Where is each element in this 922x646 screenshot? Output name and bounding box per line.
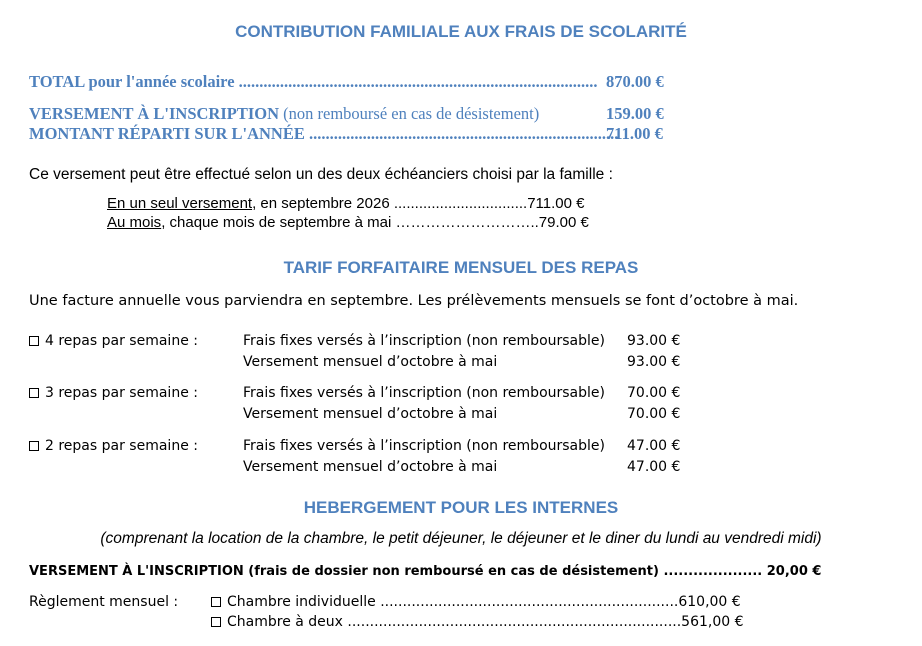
fixed-label: Frais fixes versés à l’inscription (non remboursable) (243, 333, 605, 349)
checkbox-icon[interactable] (29, 388, 39, 398)
monthly-amount: 70.00 € (627, 406, 681, 422)
monthly-amount: 93.00 € (627, 354, 681, 370)
checkbox-icon[interactable] (211, 617, 221, 627)
fixed-amount: 47.00 € (627, 438, 681, 454)
hebergement-subtitle: (comprenant la location de la chambre, le petit déjeuner, le déjeuner et le diner du lundi au vendredi midi) (100, 530, 822, 547)
room2-text: Chambre à deux ...........................................................................561,00 € (227, 614, 744, 630)
fixed-label: Frais fixes versés à l’inscription (non remboursable) (243, 385, 605, 401)
montant-line: MONTANT RÉPARTI SUR L'ANNÉE ........................................................................... (29, 124, 619, 143)
total-amount: 870.00 € (606, 72, 664, 91)
total-line: TOTAL pour l'année scolaire ....................................................................................... (29, 72, 598, 91)
repas-option-4 (29, 333, 198, 349)
monthly-amount: 47.00 € (627, 459, 681, 475)
hebergement-title: HEBERGEMENT POUR LES INTERNES (303, 498, 619, 517)
room1-text: Chambre individuelle ...................................................................610,00 € (227, 594, 741, 610)
fixed-amount: 93.00 € (627, 333, 681, 349)
echeancier-intro: Ce versement peut être effectué selon un des deux échéanciers choisi par la famille : (29, 166, 613, 183)
monthly-label: Versement mensuel d’octobre à mai (243, 354, 498, 370)
option-single-payment (107, 195, 584, 212)
reglement-label: Règlement mensuel : (29, 594, 179, 610)
monthly-label: Versement mensuel d’octobre à mai (243, 406, 498, 422)
contribution-title: CONTRIBUTION FAMILIALE AUX FRAIS DE SCOLARITÉ (235, 22, 687, 41)
option1-rest: , en septembre 2026 ................................711.00 € (252, 195, 585, 212)
room-option-individual (211, 594, 741, 610)
checkbox-icon[interactable] (29, 441, 39, 451)
option2-label: Au mois (107, 214, 162, 231)
fixed-label: Frais fixes versés à l’inscription (non remboursable) (243, 438, 605, 454)
versement-note: (non remboursé en cas de désistement) (283, 104, 540, 123)
option-monthly-payment (107, 214, 589, 231)
checkbox-icon[interactable] (29, 336, 39, 346)
repas-option-3 (29, 385, 198, 401)
fixed-amount: 70.00 € (627, 385, 681, 401)
repas-option-2 (29, 438, 198, 454)
repas-option-label: 2 repas par semaine : (45, 438, 198, 454)
room-option-double (211, 614, 744, 630)
versement-amount: 159.00 € (606, 104, 664, 123)
repas-intro: Une facture annuelle vous parviendra en septembre. Les prélèvements mensuels se font d’octobre à mai. (29, 293, 799, 309)
option1-label: En un seul versement (107, 195, 253, 212)
repas-option-label: 3 repas par semaine : (45, 385, 198, 401)
checkbox-icon[interactable] (211, 597, 221, 607)
monthly-label: Versement mensuel d’octobre à mai (243, 459, 498, 475)
option2-rest: , chaque mois de septembre à mai ………………………..79.00 € (161, 214, 589, 231)
versement-label: VERSEMENT À L'INSCRIPTION (29, 104, 279, 123)
hebergement-versement: VERSEMENT À L'INSCRIPTION (frais de dossier non remboursé en cas de désistement) .................... 20,00 € (29, 564, 822, 579)
repas-option-label: 4 repas par semaine : (45, 333, 198, 349)
versement-inscription (29, 104, 539, 124)
montant-amount: 711.00 € (606, 124, 663, 143)
repas-title: TARIF FORFAITAIRE MENSUEL DES REPAS (283, 258, 639, 277)
